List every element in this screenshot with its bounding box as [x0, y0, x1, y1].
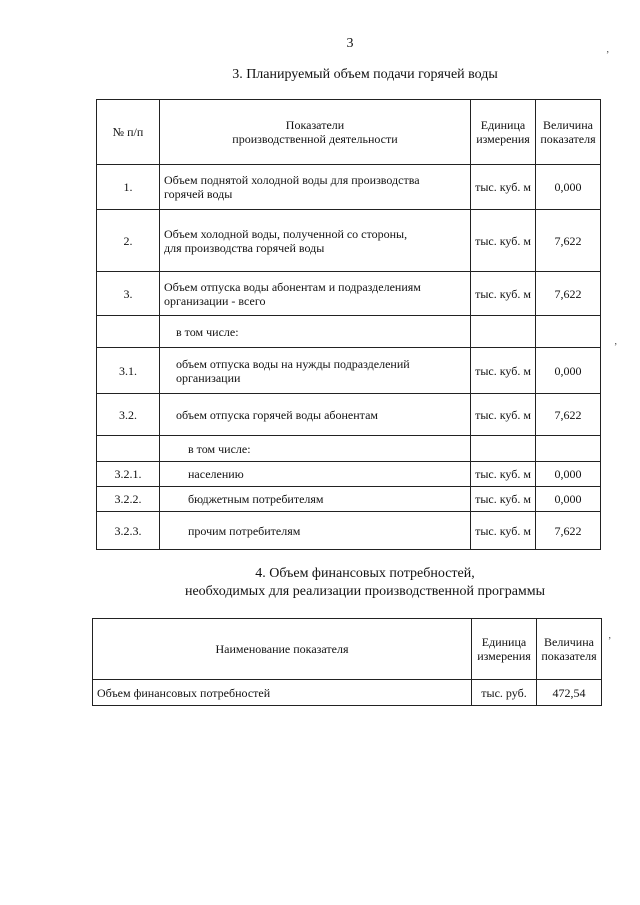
row-num: [97, 316, 160, 348]
row-name: в том числе:: [160, 436, 471, 462]
row-name: Объем финансовых потребностей: [93, 680, 472, 706]
header-num: № п/п: [97, 100, 160, 165]
row-name-line2: для производства горячей воды: [164, 240, 325, 255]
row-unit: тыс. куб. м: [471, 512, 536, 550]
row-name: [160, 348, 471, 394]
row-value: 0,000: [536, 462, 601, 487]
table-row: [97, 394, 601, 436]
table-header-row: [97, 100, 601, 165]
row-unit: тыс. куб. м: [471, 394, 536, 436]
row-name-line2: горячей воды: [164, 187, 233, 201]
header-value: [537, 619, 602, 680]
row-unit: тыс. руб.: [472, 680, 537, 706]
row-name: населению: [160, 462, 471, 487]
row-unit: тыс. куб. м: [471, 462, 536, 487]
row-num: 3.2.2.: [97, 487, 160, 512]
row-unit: тыс. куб. м: [471, 272, 536, 316]
header-unit-line2: измерения: [477, 649, 531, 663]
table-row: [97, 436, 601, 462]
table-row: [97, 272, 601, 316]
scan-mark: ‚: [614, 336, 618, 347]
row-name-line1: Объем отпуска воды абонентам и подразделениям: [164, 279, 421, 294]
row-value: 0,000: [536, 487, 601, 512]
row-num: 3.1.: [97, 348, 160, 394]
row-name: объем отпуска горячей воды абонентам: [160, 394, 471, 436]
row-name: бюджетным потребителям: [160, 487, 471, 512]
row-value: 0,000: [536, 348, 601, 394]
hot-water-supply-table: [96, 99, 601, 550]
header-unit: [471, 100, 536, 165]
row-value: 7,622: [536, 394, 601, 436]
row-name-line1: объем отпуска воды на нужды подразделений: [176, 356, 410, 371]
row-value: 0,000: [536, 165, 601, 210]
row-unit: [471, 316, 536, 348]
row-value: 7,622: [536, 512, 601, 550]
section-4-title-line2: необходимых для реализации производственной программы: [184, 584, 546, 599]
table-row: [97, 165, 601, 210]
header-unit-line1: Единица: [481, 635, 527, 649]
table-row: [97, 316, 601, 348]
header-value-line1: Величина: [544, 635, 594, 649]
row-name: прочим потребителям: [160, 512, 471, 550]
row-name: [160, 272, 471, 316]
scan-mark: ‚: [606, 44, 610, 55]
row-name: [160, 210, 471, 272]
row-name-line2: организации: [176, 370, 241, 385]
header-value-line2: показателя: [541, 649, 597, 663]
row-num: 3.2.: [97, 394, 160, 436]
table-row: [97, 462, 601, 487]
row-value: 7,622: [536, 272, 601, 316]
section-3-title: 3. Планируемый объем подачи горячей воды: [232, 67, 498, 82]
header-unit-line2: измерения: [476, 132, 530, 146]
header-indicator-line1: Показатели: [285, 118, 345, 132]
header-value-line1: Величина: [543, 118, 593, 132]
row-unit: тыс. куб. м: [471, 487, 536, 512]
section-4-title-line1: 4. Объем финансовых потребностей,: [255, 566, 475, 581]
row-value: 472,54: [537, 680, 602, 706]
table-row: [97, 487, 601, 512]
header-name: Наименование показателя: [93, 619, 472, 680]
section-4-title: [0, 565, 640, 601]
row-unit: [471, 436, 536, 462]
header-indicator-line2: производственной деятельности: [232, 132, 398, 146]
header-value: [536, 100, 601, 165]
row-num: 1.: [97, 165, 160, 210]
header-value-line2: показателя: [540, 132, 596, 146]
row-unit: тыс. куб. м: [471, 348, 536, 394]
table-header-row: [93, 619, 602, 680]
row-name: [160, 165, 471, 210]
row-num: 3.: [97, 272, 160, 316]
financial-needs-table: [92, 618, 602, 706]
header-indicator: [160, 100, 471, 165]
row-num: 3.2.1.: [97, 462, 160, 487]
table-row: [97, 512, 601, 550]
row-name-line1: Объем холодной воды, полученной со стороны,: [164, 226, 408, 241]
row-name-line1: Объем поднятой холодной воды для производства: [164, 173, 420, 187]
row-value: [536, 436, 601, 462]
table-row: [97, 348, 601, 394]
page-number: 3: [346, 36, 354, 51]
row-num: [97, 436, 160, 462]
header-unit-line1: Единица: [480, 118, 526, 132]
header-unit: [472, 619, 537, 680]
table-row: [93, 680, 602, 706]
row-unit: тыс. куб. м: [471, 210, 536, 272]
scan-mark: ‚: [608, 630, 612, 641]
row-name-line2: организации - всего: [164, 293, 266, 308]
row-unit: тыс. куб. м: [471, 165, 536, 210]
row-name: в том числе:: [160, 316, 471, 348]
table-row: [97, 210, 601, 272]
row-num: 3.2.3.: [97, 512, 160, 550]
row-value: 7,622: [536, 210, 601, 272]
row-num: 2.: [97, 210, 160, 272]
row-value: [536, 316, 601, 348]
